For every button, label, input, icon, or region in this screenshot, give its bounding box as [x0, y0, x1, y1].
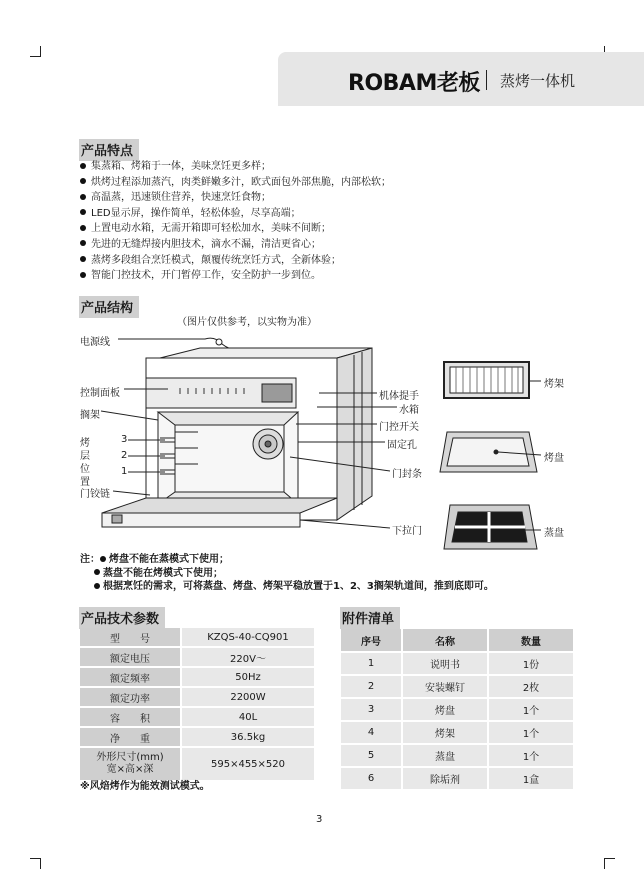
table-row: 额定电压 220V～: [80, 647, 314, 667]
list-item: 集蒸箱、烤箱于一体，美味烹饪更多样；: [80, 159, 391, 175]
label-fix-hole: 固定孔: [387, 440, 417, 451]
label-door-seal: 门封条: [392, 469, 422, 480]
table-row: 净 重 36.5kg: [80, 727, 314, 747]
table-row: 6 除垢剂 1盒: [341, 767, 574, 790]
table-row: 额定功率 2200W: [80, 687, 314, 707]
table-row: 外形尺寸(mm) 宽×高×深 595×455×520: [80, 747, 314, 781]
label-pull-door: 下拉门: [392, 526, 422, 537]
label-level-2: 2: [121, 450, 128, 461]
label-control-panel: 控制面板: [80, 388, 120, 399]
accessories-title: 附件清单: [340, 607, 400, 629]
list-item: 根据烹饪的需求，可将蒸盘、烤盘、烤架平稳放置于1、2、3搁架轨道间，推到底即可。: [80, 580, 494, 594]
table-row: 额定频率 50Hz: [80, 667, 314, 687]
label-shelf-rail: 搁架: [80, 410, 100, 421]
label-handle: 机体提手: [379, 391, 419, 402]
label-rack-pos-4: 置: [80, 477, 90, 488]
oven-cavity-icon: [158, 412, 298, 504]
table-row: 5 蒸盘 1个: [341, 744, 574, 767]
list-item: 蒸盘不能在烤模式下使用；: [80, 567, 494, 581]
specs-title: 产品技术参数: [79, 607, 165, 629]
page-number: 3: [316, 814, 323, 825]
table-row: 3 烤盘 1个: [341, 698, 574, 721]
header-subtitle: 蒸烤一体机: [500, 72, 576, 90]
specs-footnote: ※风焙烤作为能效测试模式。: [80, 781, 210, 792]
label-level-3: 3: [121, 434, 128, 445]
label-power-cord: 电源线: [80, 337, 110, 348]
steam-tray-icon: [444, 505, 541, 549]
features-title: 产品特点: [79, 139, 139, 161]
label-rack-pos-2: 层: [80, 451, 90, 462]
bullet-icon: [100, 556, 106, 562]
label-steam-tray: 蒸盘: [544, 528, 564, 539]
brand-logo: ROBAM老板: [348, 71, 480, 96]
table-row: 容 积 40L: [80, 707, 314, 727]
label-door-switch: 门控开关: [379, 422, 419, 433]
list-item: 注： 烤盘不能在蒸模式下使用；: [80, 554, 229, 565]
list-item: 先进的无缝焊接内胆技术，滴水不漏，清洁更省心；: [80, 237, 391, 253]
label-rack-pos-1: 烤: [80, 438, 90, 449]
rack-icon: [444, 362, 541, 398]
table-row: 型 号 KZQS-40-CQ901: [80, 628, 314, 647]
list-item: 蒸烤多段组合烹饪模式，颠覆传统烹饪方式，全新体验；: [80, 253, 391, 269]
label-rack: 烤架: [544, 379, 564, 390]
structure-caption: （图片仅供参考，以实物为准）: [177, 317, 317, 328]
label-water-tank: 水箱: [399, 405, 419, 416]
accessories-table: [341, 629, 575, 791]
bullet-icon: [94, 583, 100, 589]
structure-notes: [80, 553, 494, 594]
label-rack-pos-3: 位: [80, 464, 90, 475]
oven-door-icon: [102, 513, 300, 527]
list-item: LED显示屏，操作简单，轻松体验，尽享高端；: [80, 206, 391, 222]
list-item: 烘烤过程添加蒸汽，肉类鲜嫩多汁，欧式面包外部焦脆，内部松软；: [80, 175, 391, 191]
table-row: 4 烤架 1个: [341, 721, 574, 744]
table-row: 2 安装螺钉 2枚: [341, 675, 574, 698]
label-door-hinge: 门铰链: [80, 489, 110, 500]
list-item: 高温蒸，迅速锁住营养，快速烹饪食物；: [80, 190, 391, 206]
list-item: 上置电动水箱，无需开箱即可轻松加水，美味不间断；: [80, 221, 391, 237]
label-bake-tray: 烤盘: [544, 453, 564, 464]
structure-title: 产品结构: [79, 296, 139, 318]
specs-table: [80, 628, 314, 782]
list-item: 智能门控技术，开门暂停工作，安全防护一步到位。: [80, 268, 391, 284]
bullet-icon: [94, 569, 100, 575]
table-row: 1 说明书 1份: [341, 652, 574, 675]
bake-tray-icon: [440, 432, 541, 472]
label-level-1: 1: [121, 466, 128, 477]
table-header-row: 序号 名称 数量: [341, 629, 574, 652]
